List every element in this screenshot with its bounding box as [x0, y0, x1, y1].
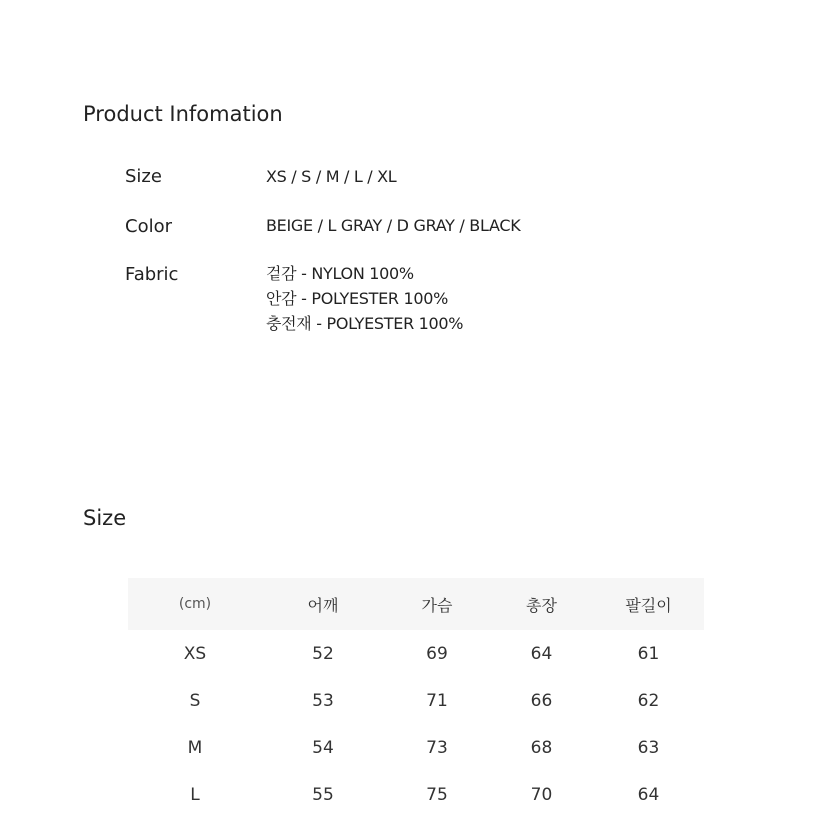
length-cell: 66 [530, 690, 553, 711]
shoulder-cell: 54 [312, 737, 334, 758]
shoulder-header: 어깨 [307, 595, 339, 615]
size-value: XS / S / M / L / XL [266, 167, 397, 186]
size-cell: XS [183, 643, 207, 664]
unit-header: (cm) [178, 596, 212, 612]
table-row [128, 677, 704, 724]
size-table-header-row [128, 578, 704, 630]
fabric-filling: 충전재 - POLYESTER 100% [266, 314, 464, 333]
fabric-values [266, 261, 463, 336]
chest-cell: 75 [426, 784, 448, 805]
shoulder-cell: 55 [312, 784, 334, 805]
table-row [128, 630, 704, 677]
size-cell: S [189, 690, 201, 711]
shoulder-cell: 52 [312, 643, 334, 664]
table-row [128, 724, 704, 771]
length-cell: 70 [530, 784, 553, 805]
fabric-label: Fabric [125, 264, 179, 285]
chest-cell: 71 [426, 690, 448, 711]
size-table [128, 578, 704, 818]
size-cell: L [190, 784, 200, 805]
table-row [128, 771, 704, 818]
color-label: Color [125, 216, 172, 237]
chest-header: 가슴 [421, 595, 453, 615]
shoulder-cell: 53 [312, 690, 334, 711]
chest-cell: 73 [426, 737, 448, 758]
size-label: Size [125, 166, 162, 187]
length-header: 총장 [526, 595, 557, 615]
size-chart-title: Size [83, 506, 127, 530]
length-cell: 68 [530, 737, 553, 758]
sleeve-cell: 64 [637, 784, 660, 805]
fabric-outer: 겉감 - NYLON 100% [266, 264, 414, 283]
sleeve-cell: 62 [637, 690, 660, 711]
sleeve-cell: 61 [637, 643, 660, 664]
color-value: BEIGE / L GRAY / D GRAY / BLACK [266, 216, 521, 235]
chest-cell: 69 [426, 643, 448, 664]
length-cell: 64 [530, 643, 553, 664]
product-info-title: Product Infomation [83, 102, 283, 126]
sleeve-cell: 63 [637, 737, 660, 758]
size-cell: M [187, 737, 203, 758]
sleeve-header: 팔길이 [625, 595, 672, 615]
fabric-lining: 안감 - POLYESTER 100% [266, 289, 449, 308]
